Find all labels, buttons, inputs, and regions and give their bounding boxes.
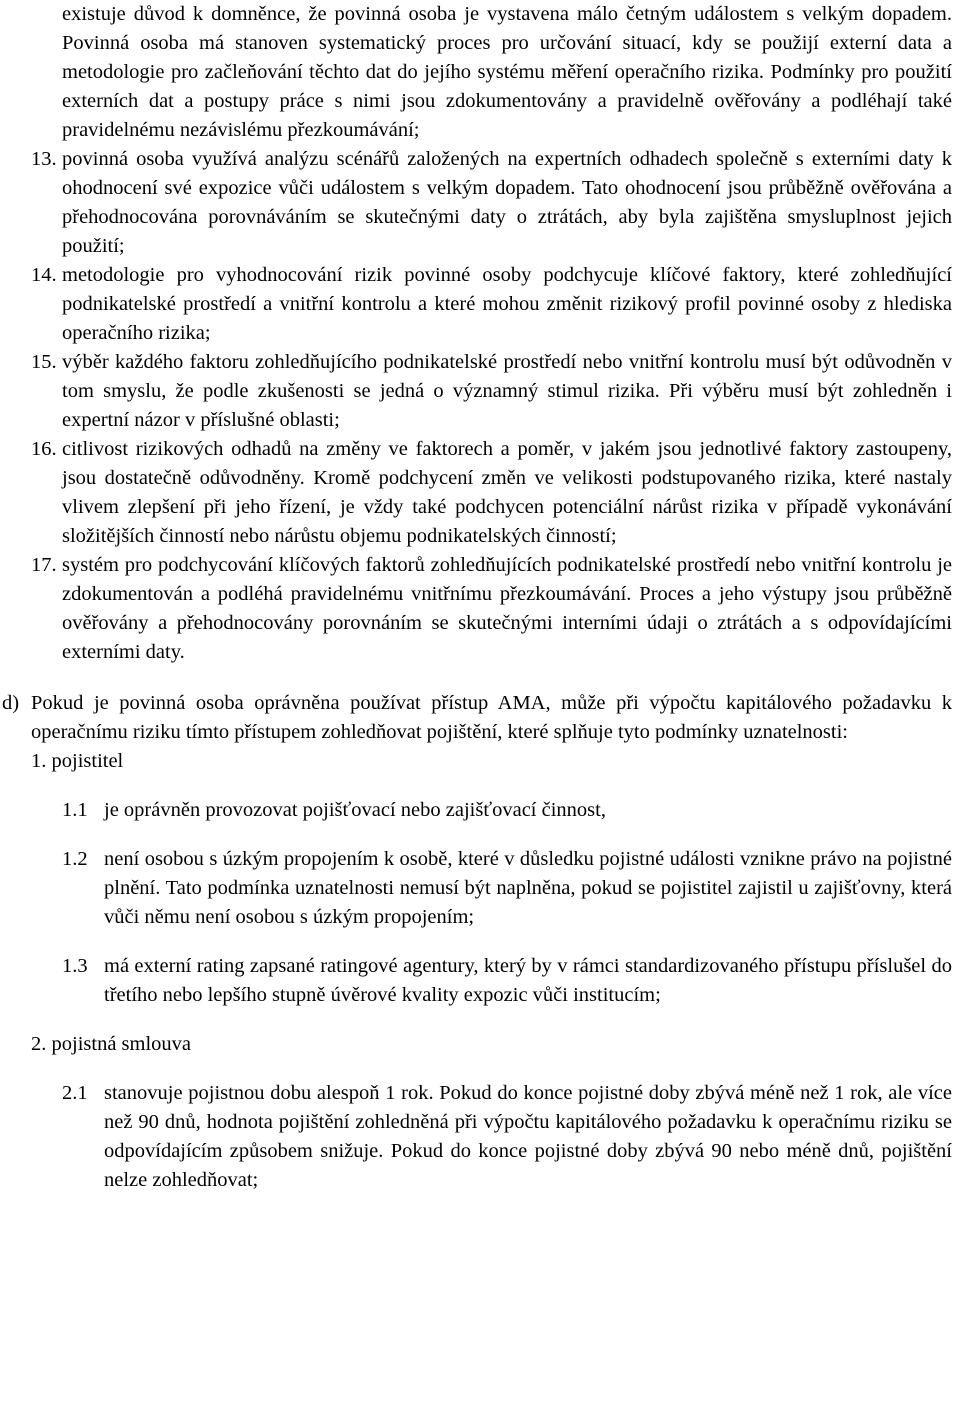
item-text: povinná osoba využívá analýzu scénářů založených na expertních odhadech společně s externími daty k ohodnocení své expozice vůči událostem s velkým dopadem. Tato ohodnocení jsou průběžně ověřována a přehodnocována porovnáváním se skutečnými daty o ztrátách, aby byla zajištěna smysluplnost jejich použití;: [62, 148, 952, 257]
item-number: 13.: [31, 148, 57, 170]
item-number: 14.: [31, 264, 57, 286]
sub-item-number: 2.1: [62, 1082, 88, 1104]
item-text: výběr každého faktoru zohledňujícího podnikatelské prostředí nebo vnitřní kontrolu musí být odůvodněn v tom smyslu, že podle zkušenosti se jedná o významný stimul rizika. Při výběru musí být zohledněn i expertní názor v příslušné oblasti;: [62, 351, 952, 431]
item-text: citlivost rizikových odhadů na změny ve faktorech a poměr, v jakém jsou jednotlivé faktory zastoupeny, jsou dostatečně odůvodněny. Kromě podchycení změn ve velikosti podstupovaného rizika, které nastaly vlivem zlepšení při jeho řízení, je vždy také podchycen potenciální nárůst rizika v případě vykonávání složitějších činností nebo nárůstu objemu podnikatelských činností;: [62, 438, 952, 547]
section-d: [0, 689, 960, 747]
sub-item-number: 1.1: [62, 799, 88, 821]
sub-item-2-1: [0, 1079, 960, 1195]
sub-item-text: není osobou s úzkým propojením k osobě, které v důsledku pojistné události vznikne právo na pojistné plnění. Tato podmínka uznatelnosti nemusí být naplněna, pokud se pojistitel zajistil u zajišťovny, která vůči němu není osobou s úzkým propojením;: [104, 848, 952, 928]
sub-item-text: má externí rating zapsané ratingové agentury, který by v rámci standardizovaného přístupu příslušel do třetího nebo lepšího stupně úvěrové kvality expozic vůči institucím;: [104, 955, 952, 1006]
item-number: 15.: [31, 351, 57, 373]
list-item-17: [0, 551, 960, 667]
sub-item-1-3: [0, 952, 960, 1010]
sub-item-number: 1.2: [62, 848, 88, 870]
sub-item-1-1: [0, 796, 960, 825]
list-item-16: [0, 435, 960, 551]
list-item-13: [0, 145, 960, 261]
item-text: systém pro podchycování klíčových faktorů zohledňujících podnikatelské prostředí nebo vnitřní kontrolu je zdokumentován a podléhá pravidelnému vnitřnímu přezkoumávání. Proces a jeho výstupy jsou průběžně ověřovány a přehodnocovány porovnáním se skutečnými interními údaji o ztrátách a s odpovídajícími externími daty.: [62, 554, 952, 663]
item-text: metodologie pro vyhodnocování rizik povinné osoby podchycuje klíčové faktory, které zohledňující podnikatelské prostředí a vnitřní kontrolu a které mohou změnit rizikový profil povinné osoby z hlediska operačního rizika;: [62, 264, 952, 344]
sub-item-text: stanovuje pojistnou dobu alespoň 1 rok. Pokud do konce pojistné doby zbývá méně než 1 rok, ale více než 90 dnů, hodnota pojištění zohledněná při výpočtu kapitálového požadavku k operačnímu riziku se odpovídajícím způsobem snižuje. Pokud do konce pojistné doby zbývá 90 nebo méně dnů, pojištění nelze zohledňovat;: [104, 1082, 952, 1191]
sub-item-text: je oprávněn provozovat pojišťovací nebo zajišťovací činnost,: [104, 799, 606, 821]
list-item-15: [0, 348, 960, 435]
intro-paragraph: existuje důvod k domněnce, že povinná osoba je vystavena málo četným událostem s velkým dopadem. Povinná osoba má stanoven systematický proces pro určování situací, kdy se použijí externí data a metodologie pro začleňování těchto dat do jejího systému měření operačního rizika. Podmínky pro použití externích dat a postupy práce s nimi jsou zdokumentovány a pravidelně ověřovány a podléhají také pravidelnému nezávislému přezkoumávání;: [62, 3, 952, 141]
item-number: 17.: [31, 554, 57, 576]
group-heading-policy: 2. pojistná smlouva: [31, 1033, 192, 1055]
sub-item-1-2: [0, 845, 960, 932]
sub-item-number: 1.3: [62, 955, 88, 977]
list-item-14: [0, 261, 960, 348]
section-marker: d): [2, 692, 20, 714]
section-text: Pokud je povinná osoba oprávněna používat přístup AMA, může při výpočtu kapitálového požadavku k operačnímu riziku tímto přístupem zohledňovat pojištění, které splňuje tyto podmínky uznatelnosti:: [31, 692, 952, 743]
item-number: 16.: [31, 438, 57, 460]
group-heading-insurer: 1. pojistitel: [31, 750, 124, 772]
